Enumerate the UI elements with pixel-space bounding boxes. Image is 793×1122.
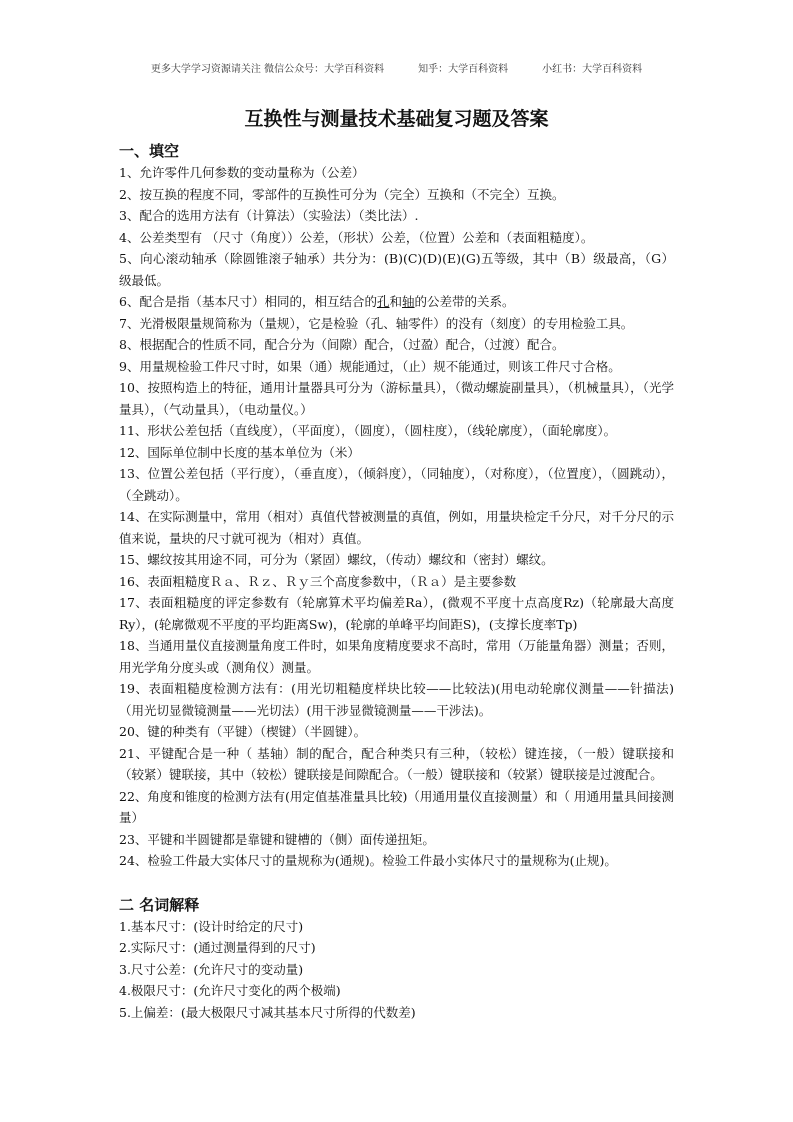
header-zhihu: 知乎：大学百科资料 — [418, 64, 509, 75]
question-19: 19、表面粗糙度检测方法有：(用光切粗糙度样块比较——比较法)(用电动轮廓仪测量——针描法)（用光切显微镜测量——光切法）(用干涉显微镜测量——干涉法)。 — [119, 681, 674, 718]
question-15: 15、螺纹按其用途不同，可分为（紧固）螺纹，（传动）螺纹和（密封）螺纹。 — [119, 552, 554, 567]
page-header — [0, 60, 793, 75]
question-6-hole: 孔 — [376, 294, 390, 309]
question-7: 7、光滑极限量规简称为（量规），它是检验（孔、轴零件）的没有（刻度）的专用检验工具。 — [119, 315, 634, 331]
section-spacer — [119, 872, 674, 894]
question-8: 8、根据配合的性质不同，配合分为（间隙）配合，（过盈）配合，（过渡）配合。 — [119, 337, 565, 352]
question-21: 21、平键配合是一种（ 基轴）制的配合，配合种类只有三种，（较松）键连接，（一般）键联接和（较紧）键联接，其中（较松）键联接是间隙配合。（一般）键联接和（较紧）键联接是过渡配合。 — [119, 745, 674, 782]
question-13: 13、位置公差包括（平行度），（垂直度），（倾斜度），（同轴度），（对称度），（位置度），（圆跳动），（全跳动）。 — [119, 466, 674, 503]
header-xiaohongshu: 小红书：大学百科资料 — [542, 64, 643, 75]
question-4: 4、公差类型有 （尺寸（角度））公差，（形状）公差，（位置）公差和（表面粗糙度）。 — [119, 229, 594, 245]
question-22: 22、角度和锥度的检测方法有(用定值基准量具比较)（用通用量仪直接测量）和（ 用通用量具间接测量） — [119, 788, 674, 825]
question-5: 5、向心滚动轴承（除圆锥滚子轴承）共分为：(B)(C)(D)(E)(G)五等级，其中（B）级最高，（G）级最低。 — [119, 251, 674, 288]
definition-2: 2.实际尺寸：(通过测量得到的尺寸) — [119, 940, 316, 955]
definition-1: 1.基本尺寸：(设计时给定的尺寸) — [119, 918, 304, 934]
question-2: 2、按互换的程度不同，零部件的互换性可分为（完全）互换和（不完全）互换。 — [119, 186, 565, 202]
question-23: 23、平键和半圆键都是靠键和键槽的（侧）面传递扭矩。 — [119, 831, 435, 847]
header-wechat: 更多大学学习资源请关注 微信公众号：大学百科资料 — [150, 64, 385, 75]
question-6 — [119, 291, 674, 313]
document-body — [119, 140, 674, 1023]
question-20: 20、键的种类有（平键）（楔键）（半圆键）。 — [119, 724, 367, 739]
question-6-pre: 6、配合是指（基本尺寸）相同的，相互结合的 — [119, 294, 377, 309]
question-14: 14、在实际测量中，常用（相对）真值代替被测量的真值，例如，用量块检定千分尺，对千分尺的示值来说，量块的尺寸就可视为（相对）真值。 — [119, 509, 674, 546]
section-heading-fill-in: 一、填空 — [119, 142, 180, 160]
question-6-and: 和 — [389, 294, 402, 309]
question-10: 10、按照构造上的特征，通用计量器具可分为（游标量具），（微动螺旋副量具），（机械量具），（光学量具），（气动量具），（电动量仪。） — [119, 380, 674, 417]
question-12: 12、国际单位制中长度的基本单位为（米） — [119, 444, 360, 460]
question-16: 16、表面粗糙度Ｒａ、Ｒｚ、Ｒｙ三个高度参数中，（Ｒａ）是主要参数 — [119, 573, 517, 589]
question-9: 9、用量规检验工件尺寸时，如果（通）规能通过，（止）规不能通过，则该工件尺寸合格。 — [119, 358, 621, 374]
question-18: 18、当通用量仪直接测量角度工件时，如果角度精度要求不高时，常用（万能量角器）测量；否则，用光学角分度头或（测角仪）测量。 — [119, 638, 674, 675]
question-6-shaft: 轴 — [402, 294, 415, 309]
question-24: 24、检验工件最大实体尺寸的量规称为(通规)。检验工件最小实体尺寸的量规称为(止规)。 — [119, 853, 617, 868]
definition-4: 4.极限尺寸：(允许尺寸变化的两个极端) — [119, 983, 341, 998]
document-title: 互换性与测量技术基础复习题及答案 — [244, 108, 549, 130]
question-6-post: 的公差带的关系。 — [414, 294, 515, 309]
question-11: 11、形状公差包括（直线度），（平面度），（圆度），（圆柱度），（线轮廓度），（面轮廓度）。 — [119, 423, 617, 438]
definition-5: 5.上偏差：(最大极限尺寸减其基本尺寸所得的代数差) — [119, 1004, 416, 1020]
question-17: 17、表面粗糙度的评定参数有（轮廓算术平均偏差Ra），(微观不平度十点高度Rz)（轮廓最大高度Ry），(轮廓微观不平度的平均距离Sw)，(轮廓的单峰平均间距S)，(支撑长度率Tp) — [119, 595, 674, 632]
definition-3: 3.尺寸公差：(允许尺寸的变动量) — [119, 961, 304, 977]
section-heading-definitions: 二 名词解释 — [119, 895, 200, 914]
question-3: 3、配合的选用方法有（计算法）（实验法）（类比法）. — [119, 208, 419, 223]
question-1: 1、允许零件几何参数的变动量称为（公差） — [119, 165, 365, 180]
